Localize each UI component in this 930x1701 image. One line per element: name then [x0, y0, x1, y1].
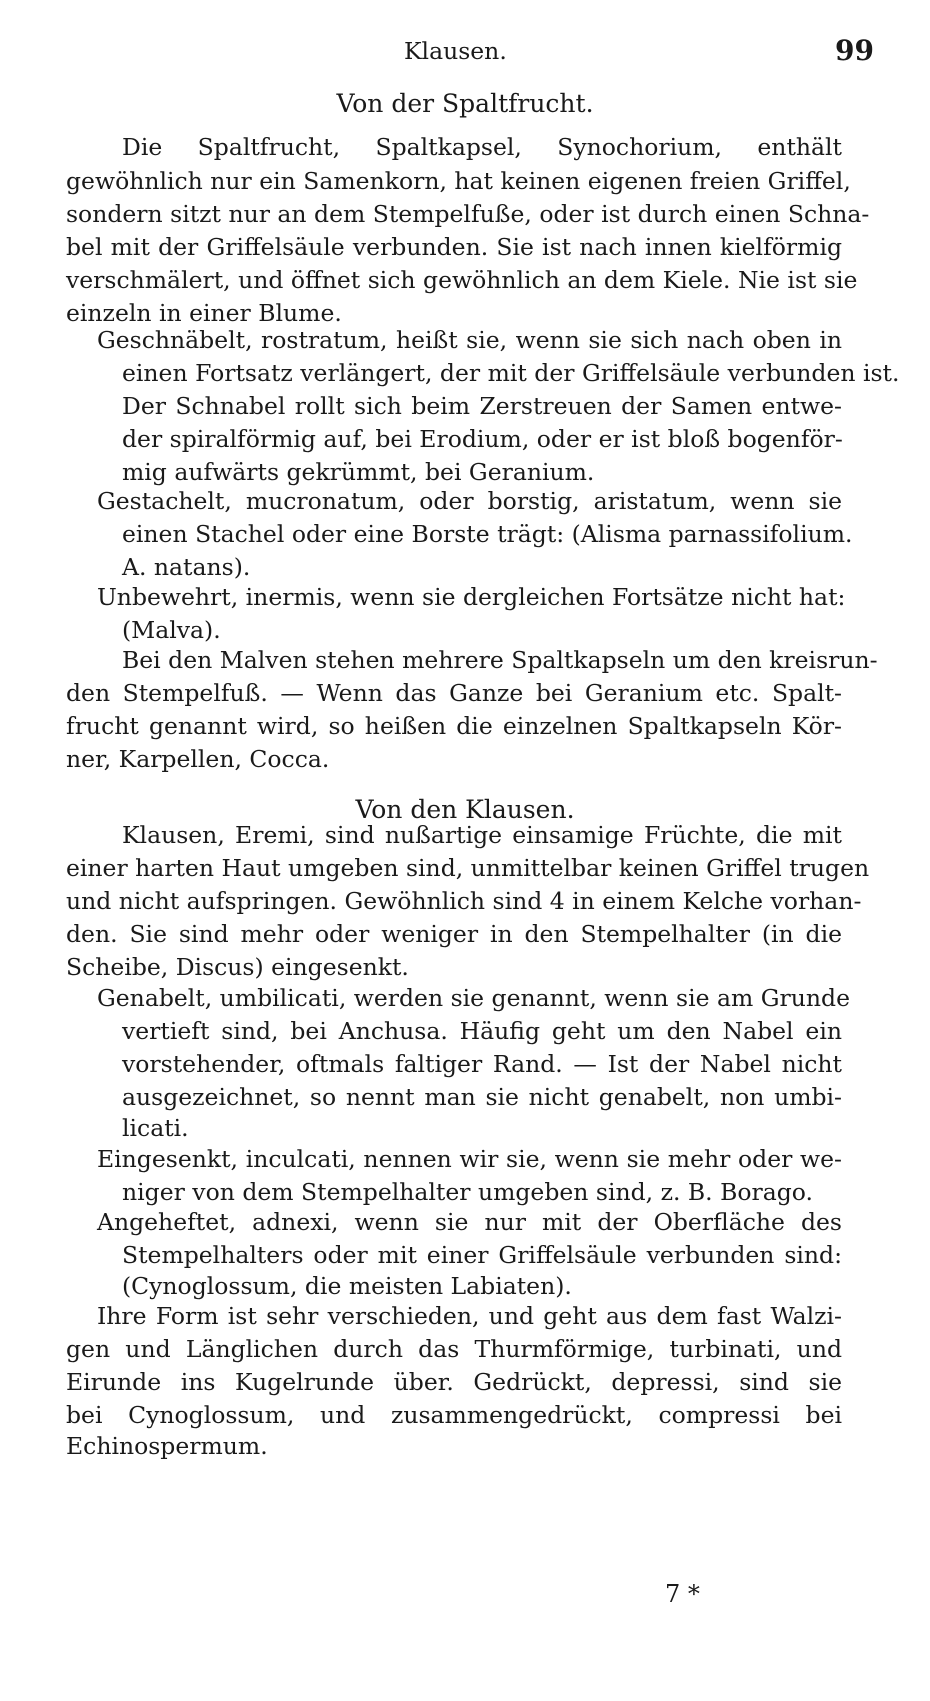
- section-heading-klausen: Von den Klausen.: [355, 795, 575, 824]
- page-number: 99: [835, 34, 874, 67]
- text-line: Stempelhalters oder mit einer Griffelsäule verbunden sind:: [122, 1241, 842, 1269]
- text-line: Ihre Form ist sehr verschieden, und geht aus dem fast Walzi-: [97, 1302, 842, 1330]
- text-line: licati.: [122, 1114, 189, 1142]
- text-line: Unbewehrt, inermis, wenn sie dergleichen Fortsätze nicht hat:: [97, 583, 846, 611]
- signature-mark: 7 *: [665, 1580, 700, 1608]
- text-line: Scheibe, Discus) eingesenkt.: [66, 953, 409, 981]
- text-line: einer harten Haut umgeben sind, unmittelbar keinen Griffel trugen: [66, 854, 870, 882]
- text-line: den Stempelfuß. — Wenn das Ganze bei Geranium etc. Spalt-: [66, 679, 842, 707]
- text-line: Echinospermum.: [66, 1432, 268, 1460]
- text-line: ner, Karpellen, Cocca.: [66, 745, 330, 773]
- text-line: und nicht aufspringen. Gewöhnlich sind 4 in einem Kelche vorhan-: [66, 887, 862, 915]
- text-line: der spiralförmig auf, bei Erodium, oder er ist bloß bogenför-: [122, 425, 843, 453]
- text-line: Bei den Malven stehen mehrere Spaltkapseln um den kreisrun-: [122, 646, 878, 674]
- text-line: den. Sie sind mehr oder weniger in den Stempelhalter (in die: [66, 920, 842, 948]
- text-line: gewöhnlich nur ein Samenkorn, hat keinen eigenen freien Griffel,: [66, 167, 851, 195]
- text-line: Geschnäbelt, rostratum, heißt sie, wenn sie sich nach oben in: [97, 326, 842, 354]
- text-line: vertieft sind, bei Anchusa. Häufig geht um den Nabel ein: [122, 1017, 842, 1045]
- text-line: Klausen, Eremi, sind nußartige einsamige Früchte, die mit: [122, 821, 842, 849]
- text-line: A. natans).: [122, 553, 251, 581]
- text-line: bei Cynoglossum, und zusammengedrückt, compressi bei: [66, 1401, 842, 1429]
- text-line: Gestachelt, mucronatum, oder borstig, aristatum, wenn sie: [97, 487, 842, 515]
- text-line: bel mit der Griffelsäule verbunden. Sie ist nach innen kielförmig: [66, 233, 842, 261]
- section-heading-spaltfrucht: Von der Spaltfrucht.: [336, 89, 594, 118]
- text-line: sondern sitzt nur an dem Stempelfuße, oder ist durch einen Schna-: [66, 200, 870, 228]
- text-line: mig aufwärts gekrümmt, bei Geranium.: [122, 458, 595, 486]
- text-line: (Malva).: [122, 616, 221, 644]
- text-line: ausgezeichnet, so nennt man sie nicht genabelt, non umbi-: [122, 1083, 842, 1111]
- text-line: Die Spaltfrucht, Spaltkapsel, Synochorium, enthält: [122, 133, 842, 161]
- text-line: verschmälert, und öffnet sich gewöhnlich an dem Kiele. Nie ist sie: [66, 266, 858, 294]
- text-line: Genabelt, umbilicati, werden sie genannt, wenn sie am Grunde: [97, 984, 850, 1012]
- text-line: Eirunde ins Kugelrunde über. Gedrückt, depressi, sind sie: [66, 1368, 842, 1396]
- text-line: vorstehender, oftmals faltiger Rand. — Ist der Nabel nicht: [122, 1050, 842, 1078]
- running-title: Klausen.: [404, 37, 507, 65]
- text-line: frucht genannt wird, so heißen die einzelnen Spaltkapseln Kör-: [66, 712, 842, 740]
- text-line: einen Fortsatz verlängert, der mit der Griffelsäule verbunden ist.: [122, 359, 900, 387]
- text-line: Eingesenkt, inculcati, nennen wir sie, wenn sie mehr oder we-: [97, 1145, 842, 1173]
- text-line: einen Stachel oder eine Borste trägt: (Alisma parnassifolium.: [122, 520, 853, 548]
- text-line: einzeln in einer Blume.: [66, 299, 342, 327]
- text-line: Der Schnabel rollt sich beim Zerstreuen der Samen entwe-: [122, 392, 842, 420]
- text-line: niger von dem Stempelhalter umgeben sind, z. B. Borago.: [122, 1178, 814, 1206]
- text-line: Angeheftet, adnexi, wenn sie nur mit der Oberfläche des: [97, 1208, 842, 1236]
- text-line: (Cynoglossum, die meisten Labiaten).: [122, 1272, 572, 1300]
- text-line: gen und Länglichen durch das Thurmförmige, turbinati, und: [66, 1335, 842, 1363]
